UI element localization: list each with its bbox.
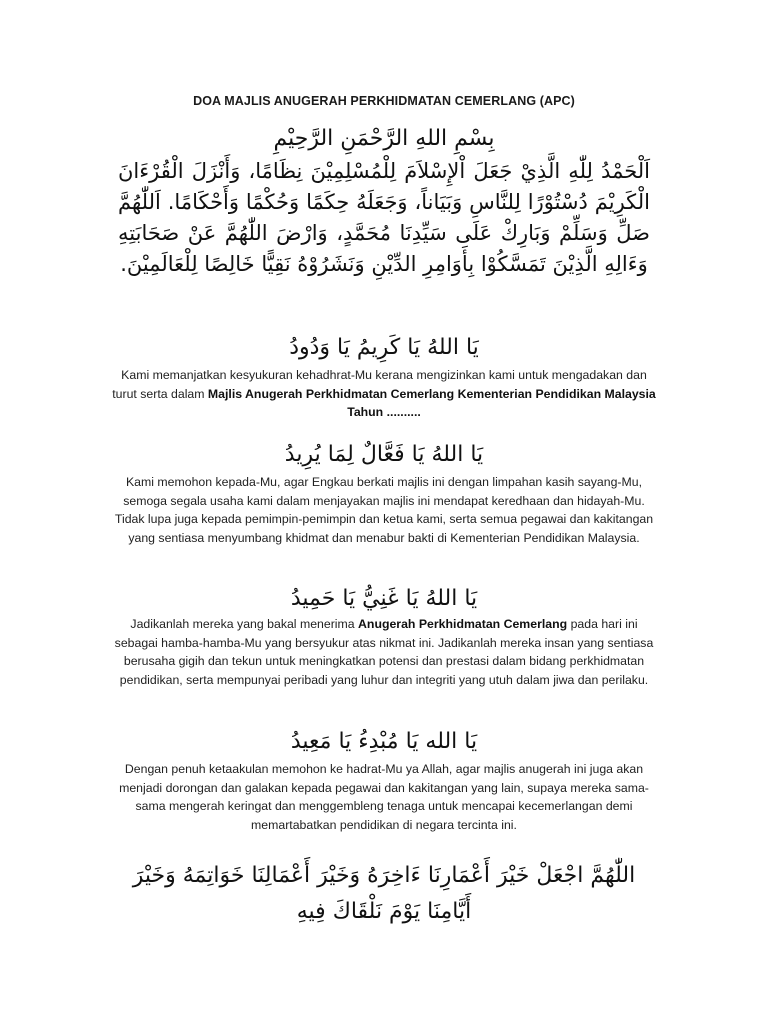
basmala-text: بِسْمِ اللهِ الرَّحْمَنِ الرَّحِيْمِ: [273, 126, 495, 151]
section-3-arabic-heading: يَا اللهُ يَا غَنِيُّ يَا حَمِيدُ: [290, 586, 478, 611]
section-4-text: Dengan penuh ketaakulan memohon ke hadrat-Mu ya Allah, agar majlis anugerah ini juga akan menjadi dorongan dan galakan kepada pegawai dan kakitangan yang lain, supaya mereka sama-sama mengerah keringat dan menggembleng tenaga untuk mencapai kecemerlangan demi memartabatkan pendidikan di negara tercinta ini.: [119, 762, 649, 833]
section-3-text-after: pada hari ini sebagai hamba-hamba-Mu yang bersyukur atas nikmat ini. Jadikanlah mereka insan yang sentiasa berusaha gigih dan tekun untuk meningkatkan potensi dan prestasi dalam bidang perkhidmatan pendidikan, serta mempunyai peribadi yang luhur dan integriti yang utuh dalam jiwa dan perilaku.: [114, 617, 654, 688]
page-title: DOA MAJLIS ANUGERAH PERKHIDMATAN CEMERLANG (APC): [193, 94, 575, 108]
section-4-paragraph: [112, 760, 656, 835]
section-1-text: Kami memanjatkan kesyukuran kehadhrat-Mu kerana mengizinkan kami untuk mengadakan dan turut serta dalam: [112, 368, 647, 401]
section-3-text: Jadikanlah mereka yang bakal menerima: [130, 617, 359, 631]
section-1-paragraph: [112, 366, 656, 422]
section-2-arabic-heading: يَا اللهُ يَا فَعَّالٌ لِمَا يُرِيدُ: [284, 442, 484, 467]
section-2-text: Kami memohon kepada-Mu, agar Engkau berkati majlis ini dengan limpahan kasih sayang-Mu, semoga segala usaha kami dalam menjayakan majlis ini mendapat keredhaan dan hidayah-Mu. Tidak lupa juga kepada pemimpin-pemimpin dan ketua kami, serta semua pegawai dan kakitangan yang sentiasa menyumbang khidmat dan menabur bakti di Kementerian Pendidikan Malaysia.: [114, 475, 654, 546]
section-3-paragraph: [112, 615, 656, 690]
opening-prayer: اَلْحَمْدُ لِلّٰهِ الَّذِيْ جَعَلَ اْلإِسْلاَمَ لِلْمُسْلِمِيْنَ نِظَامًا، وَأَنْزَلَ الْقُرْءَانَ الْكَرِيْمَ دُسْتُوْرًا لِلنَّاسِ وَبَيَاناً، وَجَعَلَهُ حِكَمًا وَحُكْمًا وَأَحْكَامًا. اَللّٰهُمَّ صَلِّ وَسَلِّمْ وَبَارِكْ عَلَى سَيِّدِنَا مُحَمَّدٍ، وَارْضَ اللّٰهُمَّ عَنْ صَحَابَتِهِ وَءَالِهِ الَّذِيْنَ تَمَسَّكُوْا بِأَوَامِرِ الدِّيْنِ وَنَشَرُوْهُ نَقِيًّا خَالِصًا لِلْعَالَمِيْنَ.: [118, 159, 650, 276]
section-2-paragraph: [112, 473, 656, 548]
section-1-arabic-heading: يَا اللهُ يَا كَرِيمُ يَا وَدُودُ: [289, 335, 479, 360]
section-4-arabic-heading: يَا الله يَا مُبْدِءُ يَا مَعِيدُ: [290, 729, 478, 754]
section-1-bold-text: Majlis Anugerah Perkhidmatan Cemerlang Kementerian Pendidikan Malaysia Tahun ..........: [207, 386, 656, 420]
closing-prayer: اللّٰهُمَّ اجْعَلْ خَيْرَ أَعْمَارِنَا ءَاخِرَهُ وَخَيْرَ أَعْمَالِنَا خَوَاتِمَهُ وَخَيْرَ أَيَّامِنَا يَوْمَ نَلْقَاكَ فِيهِ: [132, 863, 636, 924]
section-3-bold-text: Anugerah Perkhidmatan Cemerlang: [358, 617, 568, 631]
